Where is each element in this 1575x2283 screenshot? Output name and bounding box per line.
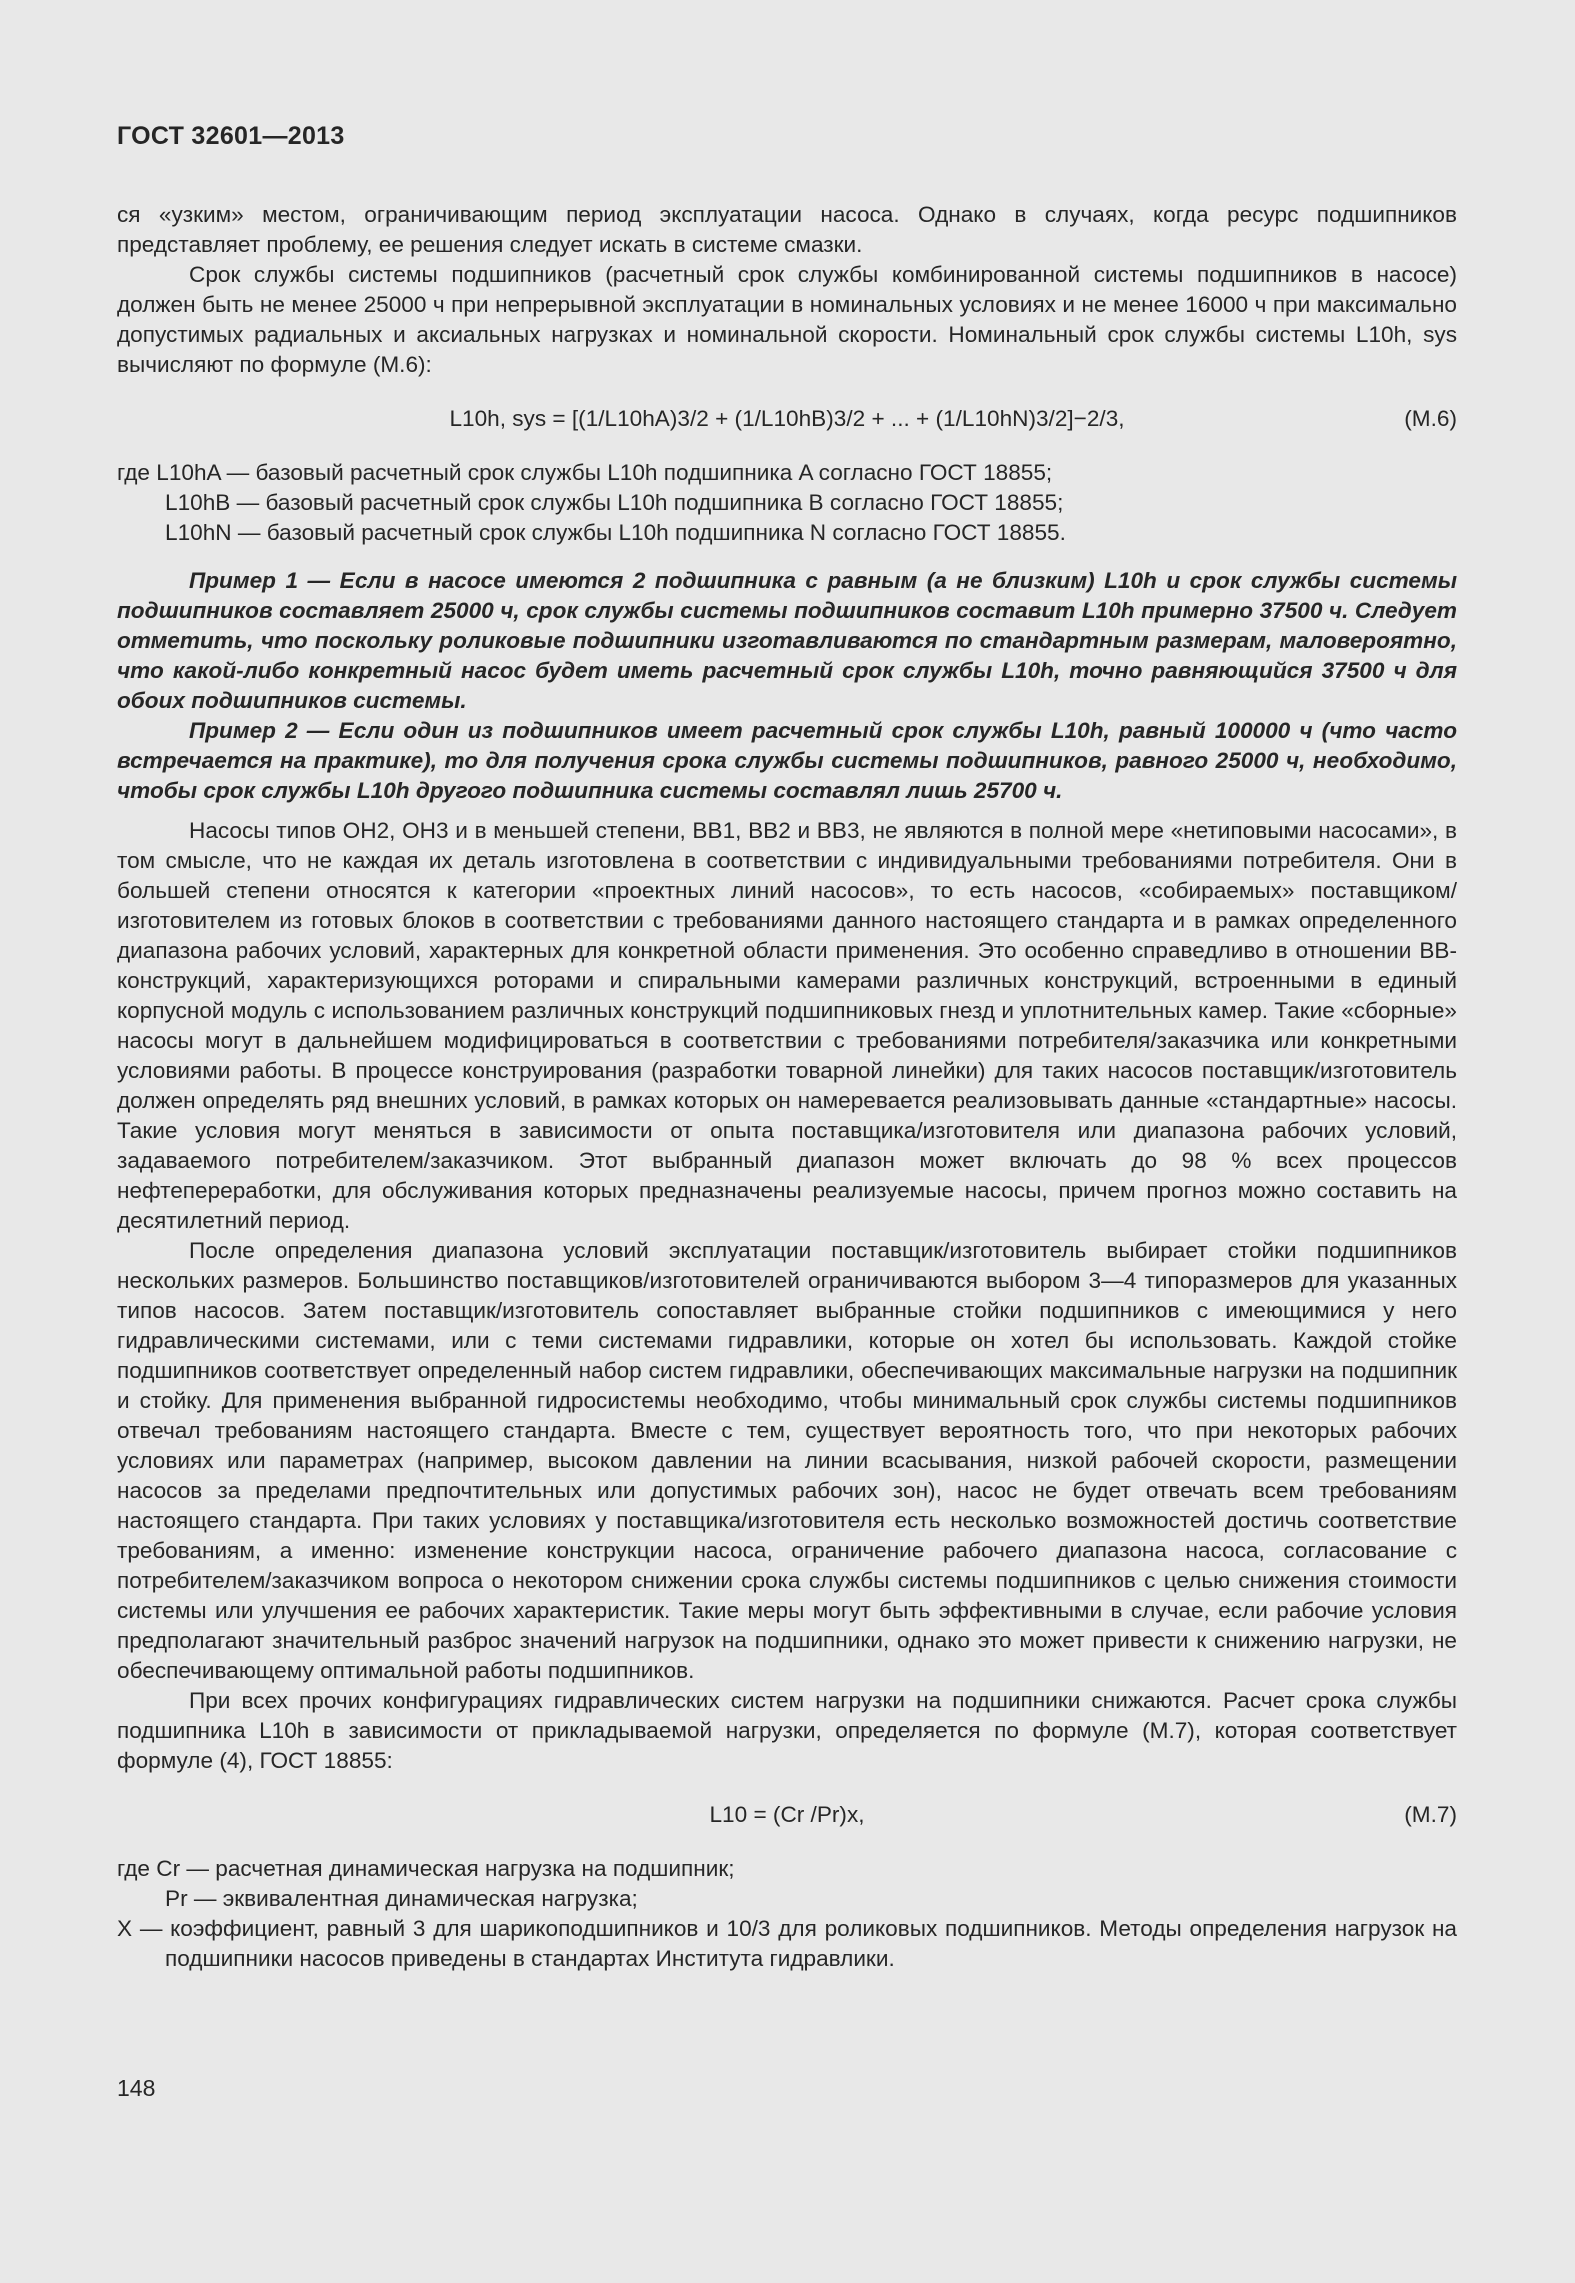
paragraph-continuation: ся «узким» местом, ограничивающим период эксплуатации насоса. Однако в случаях, когда ресурс подшипников представляет проблему, ее решения следует искать в системе смазки. <box>117 202 1457 257</box>
paragraph-bearing-life: Срок службы системы подшипников (расчетный срок службы комбинированной системы подшипников в насосе) должен быть не менее 25000 ч при непрерывной эксплуатации в номинальных условиях и не менее 16000 ч при максимально допустимых радиальных и аксиальных нагрузках и номинальной скорости. Номинальный срок службы системы L10h, sys вычисляют по формуле (М.6): <box>117 262 1457 377</box>
formula-m6-number: (М.6) <box>1404 406 1457 431</box>
definition-text: — расчетная динамическая нагрузка на подшипник; <box>186 1856 735 1881</box>
definition-row <box>117 488 1457 518</box>
paragraph-pump-types: Насосы типов ОН2, ОН3 и в меньшей степени, ВВ1, ВВ2 и ВВ3, не являются в полной мере «нетиповыми насосами», в том смысле, что не каждая их деталь изготовлена в соответствии с индивидуальными требованиями потребителя. Они в большей степени относятся к категории «проектных линий насосов», то есть насосов, «собираемых» поставщиком/изготовителем из готовых блоков в соответствии с требованиями данного настоящего стандарта и в рамках определенного диапазона рабочих условий, характерных для конкретной области применения. Это особенно справедливо в отношении ВВ-конструкций, характеризующихся роторами и спиральными камерами различных конструкций, встроенными в единый корпусной модуль с использованием различных конструкций подшипниковых гнезд и уплотнительных камер. Такие «сборные» насосы могут в дальнейшем модифицироваться в соответствии с требованиями потребителя/заказчика или конкретными условиями работы. В процессе конструирования (разработки товарной линейки) для таких насосов поставщик/изготовитель должен определять ряд внешних условий, в рамках которых он намеревается реализовывать данные «стандартные» насосы. Такие условия могут меняться в зависимости от опыта поставщика/изготовителя или диапазона рабочих условий, задаваемого потребителем/заказчиком. Этот выбранный диапазон может включать до 98 % всех процессов нефтепереработки, для обслуживания которых предназначены реализуемые насосы, причем прогноз можно составить на десятилетний период. <box>117 818 1457 1233</box>
paragraph-bearing-selection: После определения диапазона условий эксплуатации поставщик/изготовитель выбирает стойки подшипников нескольких размеров. Большинство поставщиков/изготовителей ограничиваются выбором 3—4 типоразмеров для указанных типов насосов. Затем поставщик/изготовитель сопоставляет выбранные стойки подшипников с имеющимися у него гидравлическими системами, или с теми системами гидравлики, которые он хотел бы использовать. Каждой стойке подшипников соответствует определенный набор систем гидравлики, обеспечивающих максимальные нагрузки на подшипник и стойку. Для применения выбранной гидросистемы необходимо, чтобы минимальный срок службы системы подшипников отвечал требованиям настоящего стандарта. Вместе с тем, существует вероятность того, что при некоторых рабочих условиях или параметрах (например, высоком давлении на линии всасывания, низкой рабочей скорости, размещении насосов за пределами предпочтительных или допустимых рабочих зон), насос не будет отвечать всем требованиям настоящего стандарта. При таких условиях у поставщика/изготовителя есть несколько возможностей достичь соответствие требованиям, а именно: изменение конструкции насоса, ограничение рабочего диапазона насоса, согласование с потребителем/заказчиком вопроса о некотором снижении срока службы системы подшипников с целью снижения стоимости системы или улучшения ее рабочих характеристик. Такие меры могут быть эффективными в случае, если рабочие условия предполагают значительный разброс значений нагрузок на подшипники, однако это может привести к снижению нагрузки, не обеспечивающему оптимальной работы подшипников. <box>117 1238 1457 1683</box>
example-2: Пример 2 — Если один из подшипников имеет расчетный срок службы L10h, равный 100000 ч (что часто встречается на практике), то для получения срока службы системы подшипников, равного 25000 ч, необходимо, чтобы срок службы L10h другого подшипника системы составлял лишь 25700 ч. <box>117 718 1457 803</box>
where-label: где <box>117 1856 150 1881</box>
definition-row <box>117 458 1457 488</box>
definition-row <box>117 1914 1457 1974</box>
definition-row <box>117 1854 1457 1884</box>
where-label: где <box>117 460 150 485</box>
document-body <box>117 200 1457 1974</box>
definition-text: — базовый расчетный срок службы L10h подшипника B согласно ГОСТ 18855; <box>236 490 1064 515</box>
definition-row <box>117 518 1457 548</box>
definitions-m7 <box>117 1854 1457 1974</box>
formula-m7-expression: L10 = (Cr /Pr)x, <box>709 1802 865 1827</box>
definition-symbol: X <box>117 1916 133 1941</box>
definition-symbol: L10hB <box>165 490 231 515</box>
definition-text: — базовый расчетный срок службы L10h подшипника N согласно ГОСТ 18855. <box>237 520 1066 545</box>
formula-m7 <box>117 1800 1457 1832</box>
paragraph-load-calculation: При всех прочих конфигурациях гидравлических систем нагрузки на подшипники снижаются. Расчет срока службы подшипника L10h в зависимости от прикладываемой нагрузки, определяется по формуле (М.7), которая соответствует формуле (4), ГОСТ 18855: <box>117 1688 1457 1773</box>
definition-symbol: Pr <box>165 1886 188 1911</box>
definition-symbol: L10hA <box>156 460 221 485</box>
definition-symbol: Cr <box>156 1856 181 1881</box>
definition-symbol: L10hN <box>165 520 232 545</box>
example-1: Пример 1 — Если в насосе имеются 2 подшипника с равным (а не близким) L10h и срок службы системы подшипников составляет 25000 ч, срок службы системы подшипников составит L10h примерно 37500 ч. Следует отметить, что поскольку роликовые подшипники изготавливаются по стандартным размерам, маловероятно, что какой-либо конкретный насос будет иметь расчетный срок службы L10h, точно равняющийся 37500 ч для обоих подшипников системы. <box>117 568 1457 713</box>
page-number: 148 <box>117 2075 156 2101</box>
definition-row <box>117 1884 1457 1914</box>
formula-m6-expression: L10h, sys = [(1/L10hA)3/2 + (1/L10hB)3/2 + ... + (1/L10hN)3/2]−2/3, <box>449 406 1125 431</box>
definition-text: — эквивалентная динамическая нагрузка; <box>193 1886 638 1911</box>
formula-m7-number: (М.7) <box>1404 1802 1457 1827</box>
definition-text: — базовый расчетный срок службы L10h подшипника A согласно ГОСТ 18855; <box>226 460 1053 485</box>
standard-header: ГОСТ 32601—2013 <box>117 122 345 150</box>
formula-m6 <box>117 404 1457 436</box>
definition-text: — коэффициент, равный 3 для шарикоподшипников и 10/3 для роликовых подшипников. Методы определения нагрузок на подшипники насосов приведены в стандартах Института гидравлики. <box>139 1916 1457 1971</box>
definitions-m6 <box>117 458 1457 548</box>
